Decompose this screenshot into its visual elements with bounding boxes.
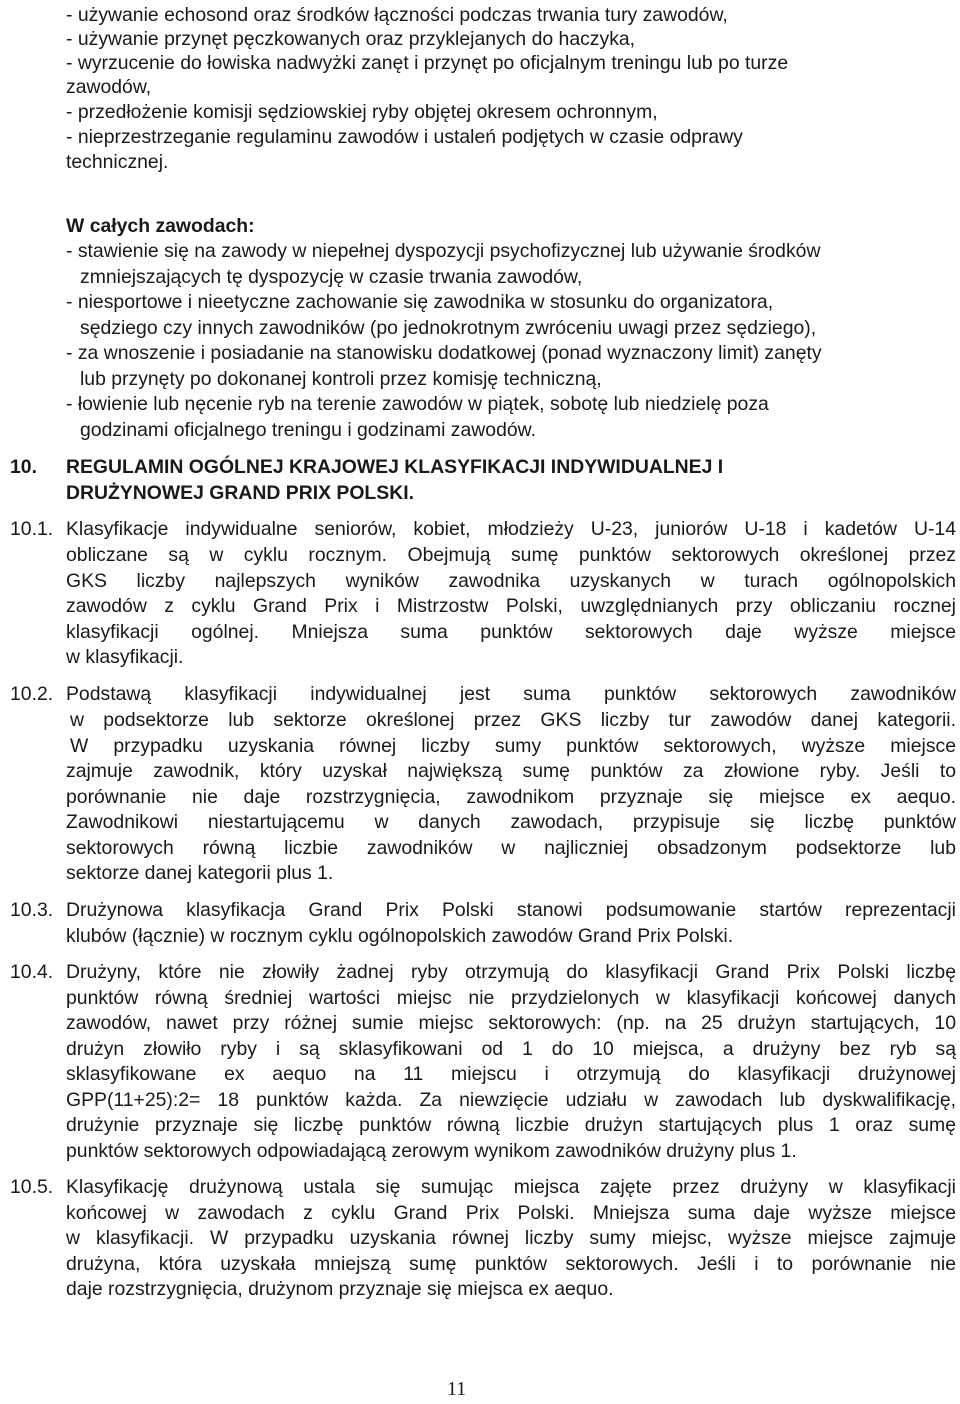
paragraph-line: GPP(11+25):2= 18 punktów każda. Za niewzięcie udziału w zawodach lub dyskwalifikację, bbox=[66, 1089, 956, 1111]
paragraph-line: zawodów, nawet przy różnej sumie miejsc sektorowych: (np. na 25 drużyn startujących, 10 bbox=[66, 1012, 956, 1034]
paragraph-line: zajmuje zawodnik, który uzyskał największą sumę punktów za złowione ryby. Jeśli to bbox=[66, 760, 956, 782]
list-item: - nieprzestrzeganie regulaminu zawodów i ustaleń podjętych w czasie odprawy bbox=[66, 126, 743, 148]
paragraph-line: Podstawą klasyfikacji indywidualnej jest suma punktów sektorowych zawodników bbox=[66, 683, 956, 705]
list-item: - za wnoszenie i posiadanie na stanowisku dodatkowej (ponad wyznaczony limit) zanęty bbox=[66, 342, 822, 364]
list-item-continuation: zmniejszających tę dyspozycję w czasie trwania zawodów, bbox=[80, 266, 583, 288]
section-title: REGULAMIN OGÓLNEJ KRAJOWEJ KLASYFIKACJI INDYWIDUALNEJ I bbox=[66, 456, 724, 478]
list-item: - przedłożenie komisji sędziowskiej ryby objętej okresem ochronnym, bbox=[66, 101, 658, 123]
list-item: - używanie przynęt pęczkowanych oraz przyklejanych do haczyka, bbox=[66, 28, 636, 50]
paragraph-line: w klasyfikacji. W przypadku uzyskania równej liczby sumy miejsc, wyższe miejsce zajmuje bbox=[66, 1227, 956, 1249]
paragraph-line: drużynie przyznaje się liczbę punktów równą liczbie drużyn startujących plus 1 oraz sumę bbox=[66, 1114, 956, 1136]
paragraph-line: Drużyny, które nie złowiły żadnej ryby otrzymują do klasyfikacji Grand Prix Polski liczbę bbox=[66, 961, 956, 983]
paragraph-line: klasyfikacji ogólnej. Mniejsza suma punktów sektorowych daje wyższe miejsce bbox=[66, 621, 956, 643]
list-item: - używanie echosond oraz środków łączności podczas trwania tury zawodów, bbox=[66, 4, 728, 26]
list-item-continuation: zawodów, bbox=[66, 76, 152, 98]
paragraph-line: Drużynowa klasyfikacja Grand Prix Polski stanowi podsumowanie startów reprezentacji bbox=[66, 899, 956, 921]
section-number: 10. bbox=[10, 456, 37, 478]
paragraph-line: drużyna, która uzyskała mniejszą sumę punktów sektorowych. Jeśli i to porównanie nie bbox=[66, 1253, 956, 1275]
list-item-continuation: technicznej. bbox=[66, 151, 169, 173]
list-item-continuation: godzinami oficjalnego treningu i godzinami zawodów. bbox=[80, 419, 536, 441]
paragraph-line: Zawodnikowi niestartującemu w danych zawodach, przypisuje się liczbę punktów bbox=[66, 811, 956, 833]
list-item-continuation: lub przynęty po dokonanej kontroli przez komisję techniczną, bbox=[80, 368, 602, 390]
paragraph-line: W przypadku uzyskania równej liczby sumy punktów sektorowych, wyższe miejsce bbox=[70, 735, 956, 757]
paragraph-line: w klasyfikacji. bbox=[66, 646, 184, 668]
paragraph-line: porównanie nie daje rozstrzygnięcia, zawodnikom przyznaje się miejsce ex aequo. bbox=[66, 786, 956, 808]
list-item-continuation: sędziego czy innych zawodników (po jednokrotnym zwróceniu uwagi przez sędziego), bbox=[80, 317, 817, 339]
paragraph-line: punktów równą średniej wartości miejsc nie przydzielonych w klasyfikacji końcowej danych bbox=[66, 987, 956, 1009]
paragraph-line: punktów sektorowych odpowiadającą zerowym wynikom zawodników drużyny plus 1. bbox=[66, 1140, 797, 1162]
list-item: - niesportowe i nieetyczne zachowanie się zawodnika w stosunku do organizatora, bbox=[66, 291, 774, 313]
paragraph-line: GKS liczby najlepszych wyników zawodnika uzyskanych w turach ogólnopolskich bbox=[66, 570, 956, 592]
paragraph-line: Klasyfikacje indywidualne seniorów, kobiet, młodzieży U-23, juniorów U-18 i kadetów U-14 bbox=[66, 518, 956, 540]
section-title: DRUŻYNOWEJ GRAND PRIX POLSKI. bbox=[66, 482, 414, 504]
paragraph-number: 10.5. bbox=[10, 1176, 54, 1198]
paragraph-line: sektorze danej kategorii plus 1. bbox=[66, 862, 334, 884]
paragraph-line: sektorowych równą liczbie zawodników w najliczniej obsadzonym podsektorze lub bbox=[66, 837, 956, 859]
paragraph-line: obliczane są w cyklu rocznym. Obejmują sumę punktów sektorowych określonej przez bbox=[66, 544, 956, 566]
paragraph-number: 10.4. bbox=[10, 961, 54, 983]
paragraph-number: 10.1. bbox=[10, 518, 54, 540]
paragraph-line: drużyn złowiło ryby i są sklasyfikowani od 1 do 10 miejsca, a drużyny bez ryb są bbox=[66, 1038, 956, 1060]
paragraph-line: klubów (łącznie) w rocznym cyklu ogólnopolskich zawodów Grand Prix Polski. bbox=[66, 925, 734, 947]
paragraph-line: w podsektorze lub sektorze określonej przez GKS liczby tur zawodów danej kategorii. bbox=[70, 709, 956, 731]
list-item: - wyrzucenie do łowiska nadwyżki zanęt i przynęt po oficjalnym treningu lub po turze bbox=[66, 52, 789, 74]
paragraph-line: sklasyfikowane ex aequo na 11 miejscu i otrzymują do klasyfikacji drużynowej bbox=[66, 1063, 956, 1085]
paragraph-number: 10.2. bbox=[10, 683, 54, 705]
list-item: - stawienie się na zawody w niepełnej dyspozycji psychofizycznej lub używanie środków bbox=[66, 240, 821, 262]
paragraph-line: daje rozstrzygnięcia, drużynom przyznaje się miejsca ex aequo. bbox=[66, 1278, 614, 1300]
subheading: W całych zawodach: bbox=[66, 215, 255, 237]
paragraph-number: 10.3. bbox=[10, 899, 54, 921]
page-number: 11 bbox=[447, 1378, 467, 1400]
paragraph-line: zawodów z cyklu Grand Prix i Mistrzostw Polski, uwzględnianych przy obliczaniu rocznej bbox=[66, 595, 956, 617]
paragraph-line: Klasyfikację drużynową ustala się sumując miejsca zajęte przez drużyny w klasyfikacji bbox=[66, 1176, 956, 1198]
list-item: - łowienie lub nęcenie ryb na terenie zawodów w piątek, sobotę lub niedzielę poza bbox=[66, 393, 769, 415]
paragraph-line: końcowej w zawodach z cyklu Grand Prix Polski. Mniejsza suma daje wyższe miejsce bbox=[66, 1202, 956, 1224]
